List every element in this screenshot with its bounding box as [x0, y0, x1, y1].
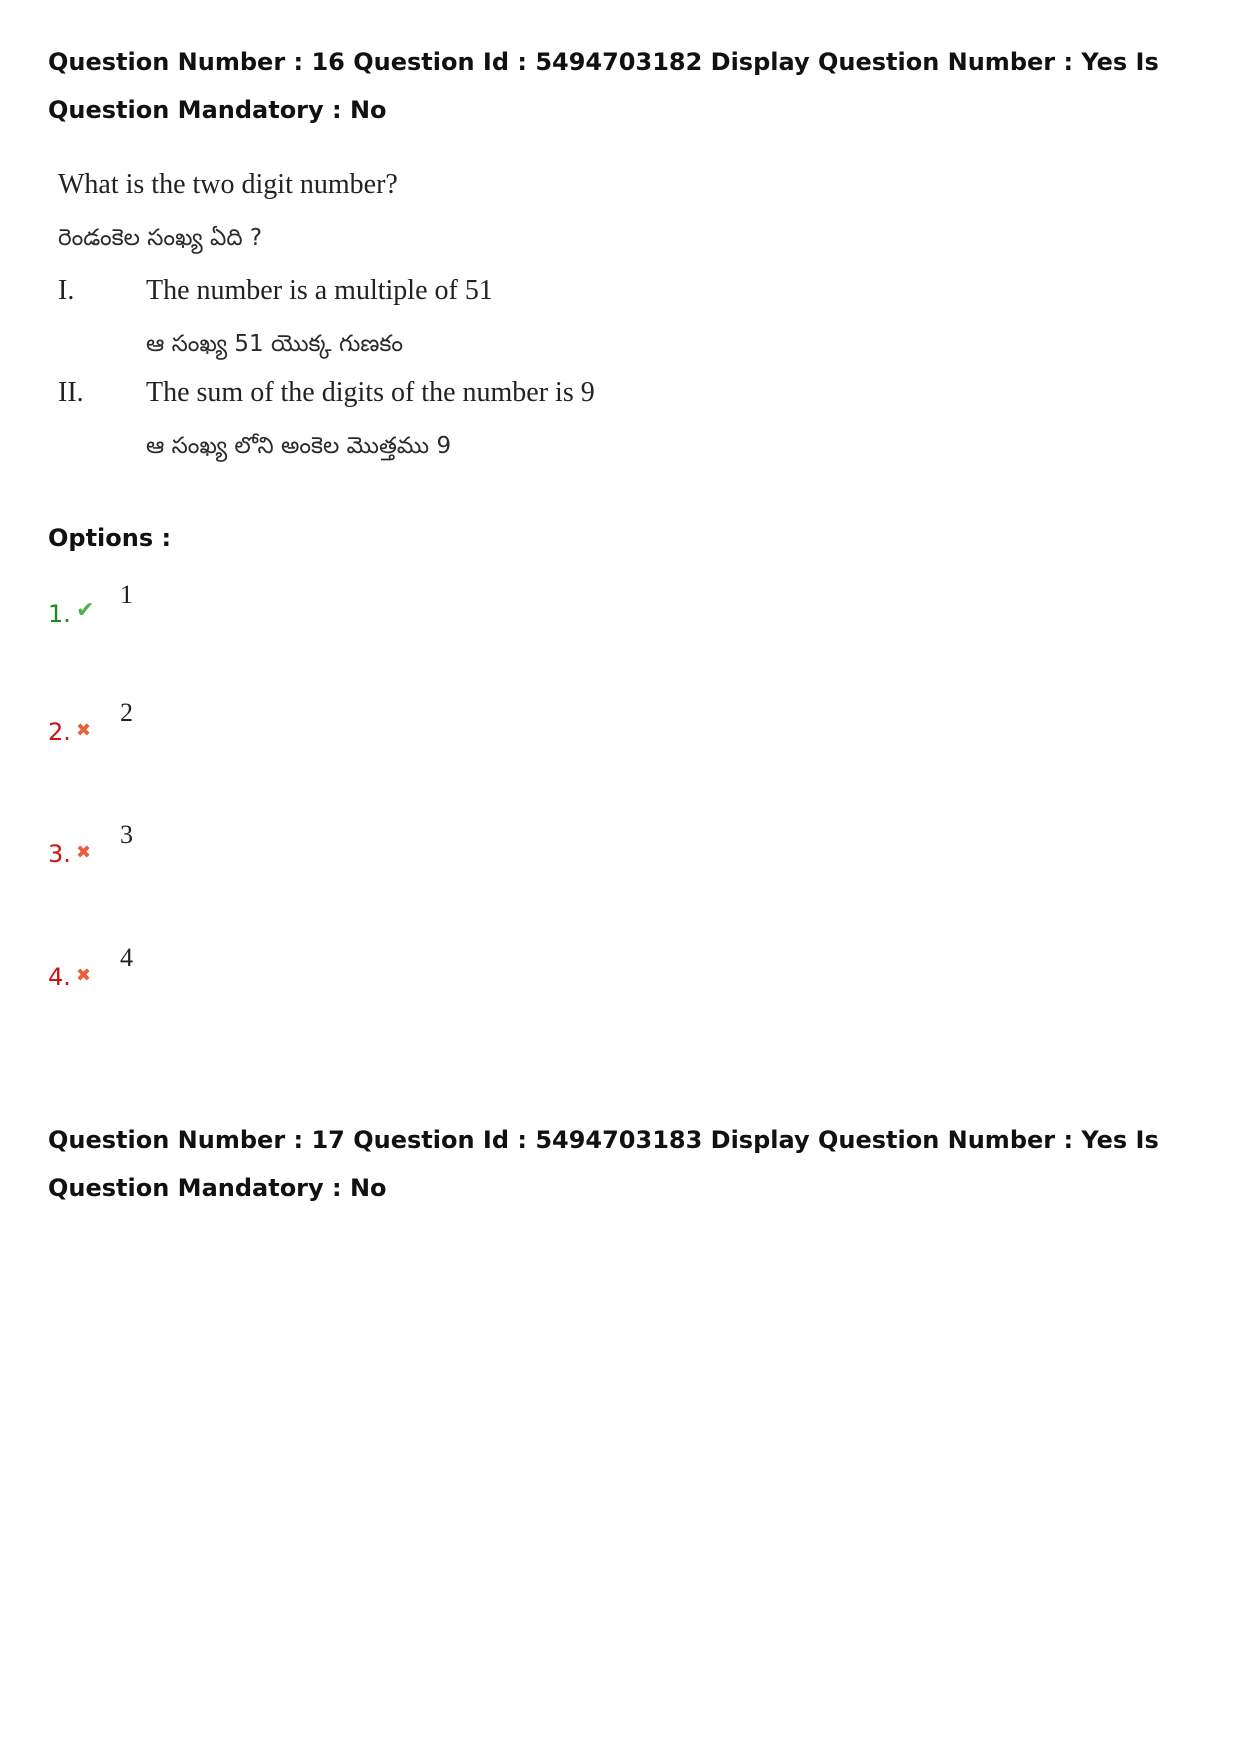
statement-1-text-en: The number is a multiple of 51 [146, 275, 493, 306]
option-4[interactable] [48, 943, 348, 1003]
question-text-en: What is the two digit number? [58, 169, 398, 200]
question-16-header: Question Number : 16 Question Id : 5494703182 Display Question Number : Yes Is Question Mandatory : No [48, 48, 1159, 124]
statement-2-text-en: The sum of the digits of the number is 9 [146, 377, 595, 408]
option-2[interactable] [48, 698, 348, 758]
statement-2-text-te: ఆ సంఖ్య లోని అంకెల మొత్తము 9 [146, 433, 452, 459]
option-2-number: 2. [48, 718, 71, 746]
option-1[interactable] [48, 580, 348, 640]
options-label: Options : [48, 524, 172, 552]
question-16-image [48, 165, 628, 475]
question-text-te: రెండంకెల సంఖ్య ఏది ? [58, 225, 263, 251]
option-3-value: 3 [120, 820, 133, 849]
option-1-number: 1. [48, 600, 71, 628]
cross-icon: ✖ [76, 842, 92, 863]
question-17-header: Question Number : 17 Question Id : 5494703183 Display Question Number : Yes Is Question Mandatory : No [48, 1126, 1159, 1202]
option-4-value: 4 [120, 943, 133, 972]
option-2-value: 2 [120, 698, 133, 727]
option-4-number: 4. [48, 963, 71, 991]
statement-1-numeral: I. [58, 275, 75, 306]
cross-icon: ✖ [76, 720, 92, 741]
option-3[interactable] [48, 820, 348, 880]
cross-icon: ✖ [76, 965, 92, 986]
option-1-value: 1 [120, 580, 133, 609]
statement-2-numeral: II. [58, 377, 84, 408]
check-icon: ✔ [76, 598, 95, 623]
statement-1-text-te: ఆ సంఖ్య 51 యొక్క గుణకం [146, 331, 404, 357]
option-3-number: 3. [48, 840, 71, 868]
